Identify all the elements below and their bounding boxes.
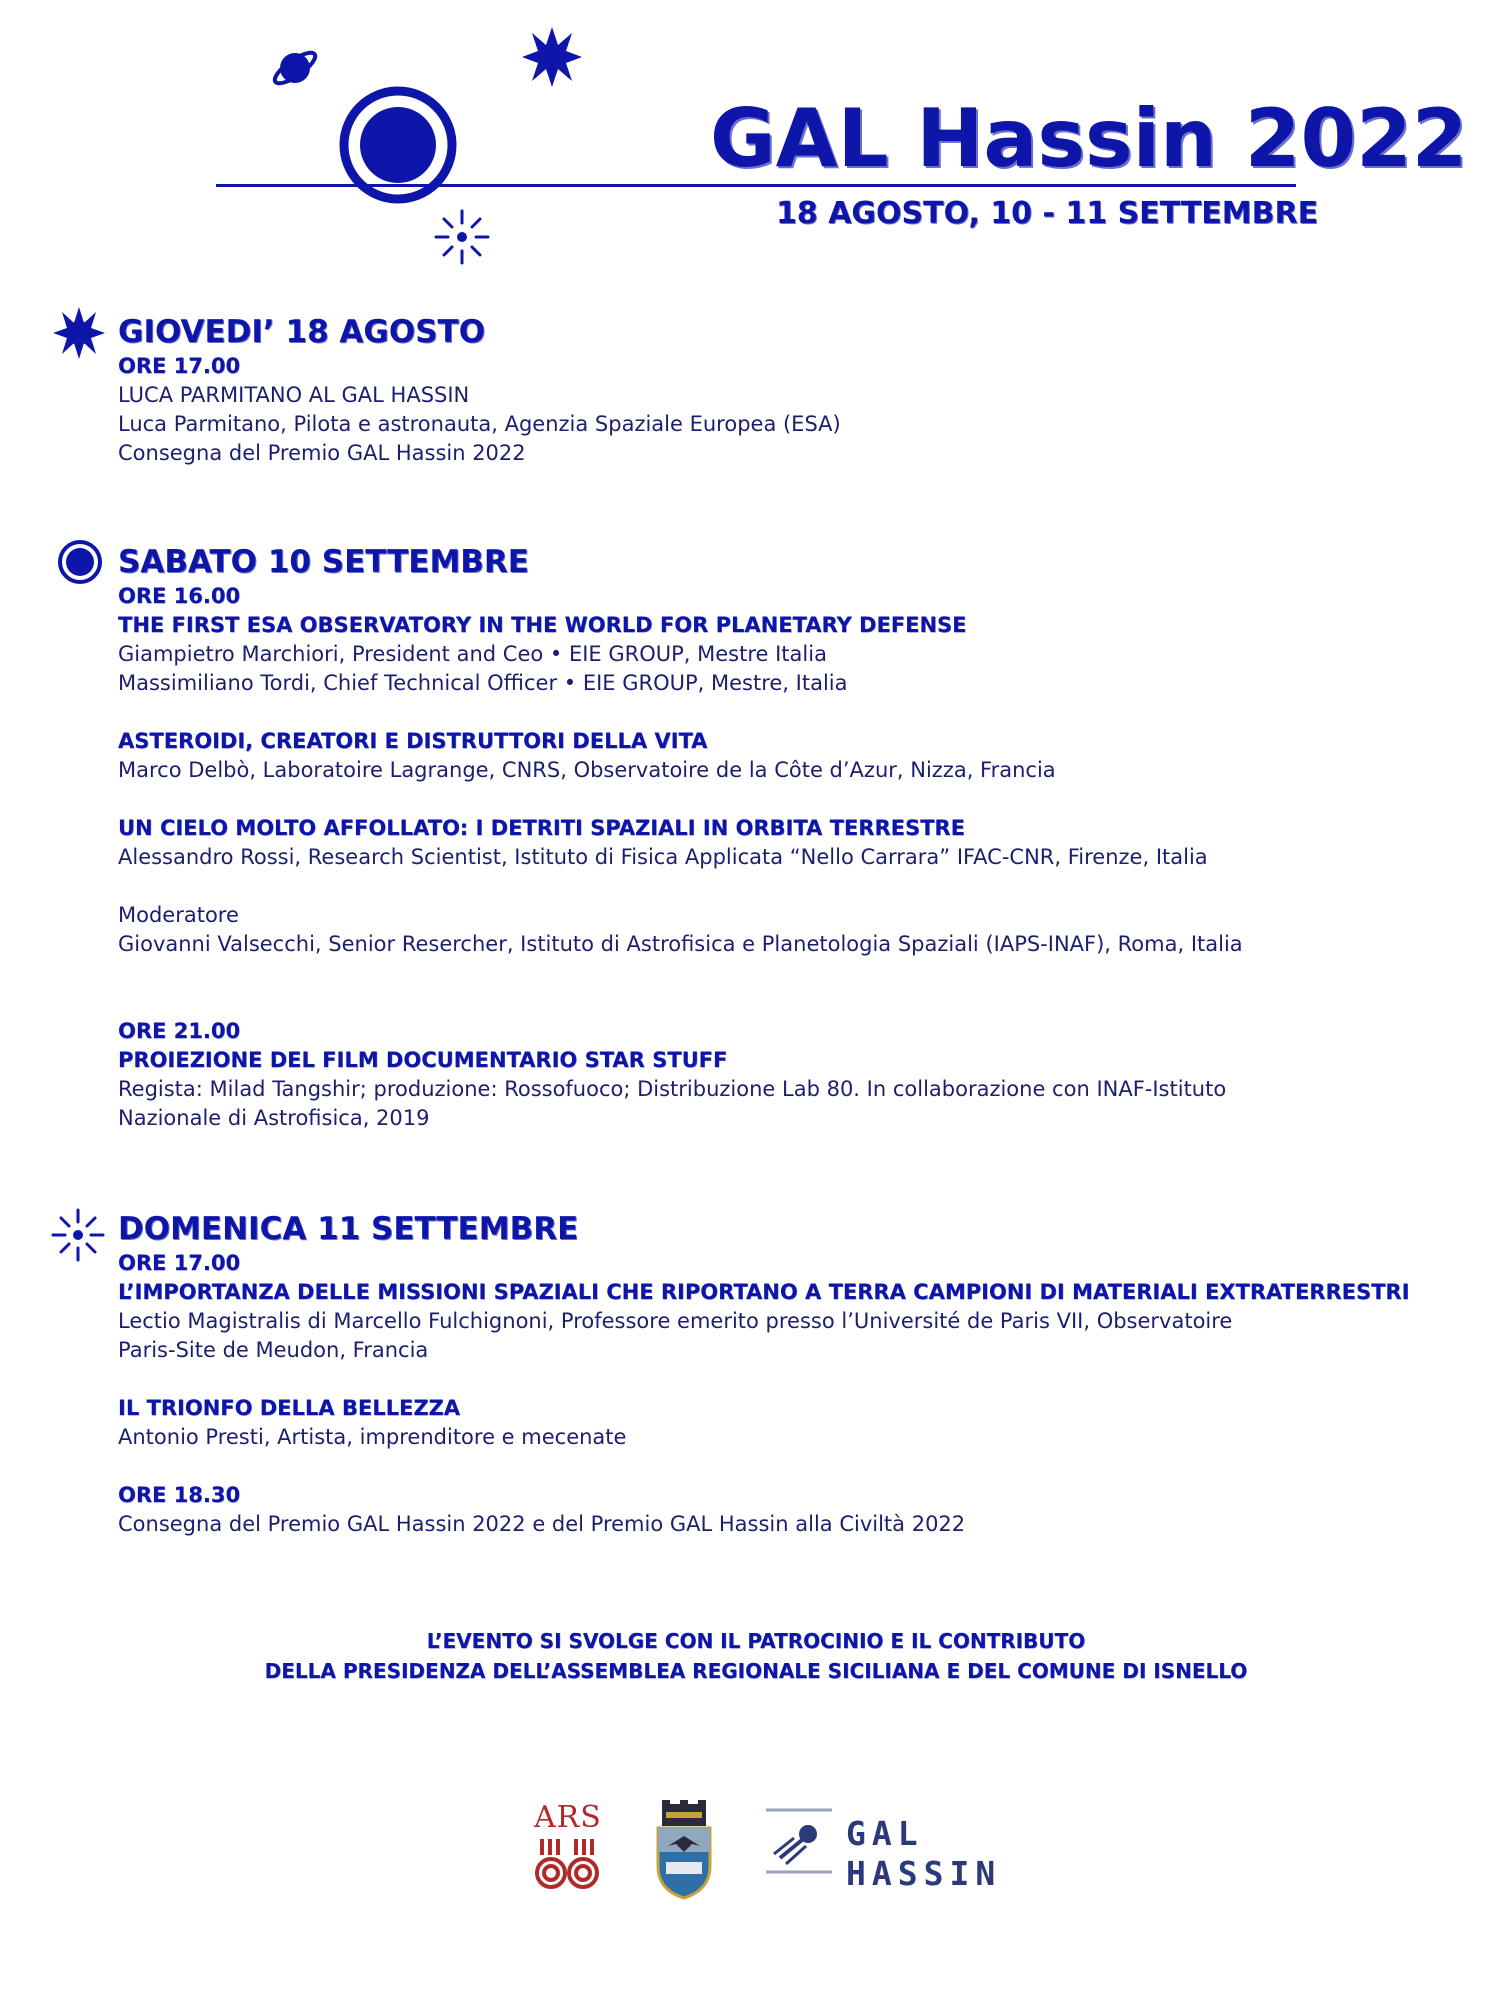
program-detail: Massimiliano Tordi, Chief Technical Officer • EIE GROUP, Mestre, Italia bbox=[118, 671, 848, 695]
program-detail: Marco Delbò, Laboratoire Lagrange, CNRS, Observatoire de la Côte d’Azur, Nizza, Francia bbox=[118, 758, 1056, 782]
spacer bbox=[118, 698, 1418, 727]
patronage-line-2: DELLA PRESIDENZA DELL’ASSEMBLEA REGIONALE SICILIANA E DEL COMUNE DI ISNELLO bbox=[264, 1659, 1248, 1683]
section-sunday bbox=[118, 1209, 1418, 1539]
patronage-note bbox=[0, 1626, 1512, 1686]
ars-logo-text: ARS bbox=[534, 1800, 602, 1835]
program-detail: Moderatore bbox=[118, 903, 239, 927]
gal-hassin-logo-text bbox=[846, 1814, 1001, 1894]
program-heading: ORE 17.00 bbox=[118, 1251, 241, 1275]
program-detail: Regista: Milad Tangshir; produzione: Rossofuoco; Distribuzione Lab 80. In collaborazione con INAF-Istituto bbox=[118, 1077, 1227, 1101]
gal-logo-line-2: HASSIN bbox=[846, 1854, 1002, 1893]
day-heading: GIOVEDI’ 18 AGOSTO bbox=[118, 314, 486, 350]
gal-hassin-logo-icon bbox=[764, 1806, 834, 1876]
sparkle-icon bbox=[48, 1205, 108, 1265]
day-heading: SABATO 10 SETTEMBRE bbox=[118, 544, 529, 580]
program-heading: ASTEROIDI, CREATORI E DISTRUTTORI DELLA VITA bbox=[118, 729, 708, 753]
section-thursday bbox=[118, 312, 1418, 468]
program-detail: Nazionale di Astrofisica, 2019 bbox=[118, 1106, 430, 1130]
star-burst-icon bbox=[522, 27, 582, 87]
ars-logo bbox=[534, 1800, 604, 1897]
section-saturday bbox=[118, 542, 1418, 1133]
spacer bbox=[118, 959, 1418, 1017]
spacer bbox=[118, 785, 1418, 814]
star-burst-icon bbox=[52, 306, 106, 360]
spacer bbox=[118, 872, 1418, 901]
patronage-line-1: L’EVENTO SI SVOLGE CON IL PATROCINIO E IL CONTRIBUTO bbox=[426, 1629, 1086, 1653]
moon-icon bbox=[56, 538, 104, 586]
program-heading: THE FIRST ESA OBSERVATORY IN THE WORLD FOR PLANETARY DEFENSE bbox=[118, 613, 967, 637]
program-detail: Giampietro Marchiori, President and Ceo • EIE GROUP, Mestre Italia bbox=[118, 642, 827, 666]
program-heading: UN CIELO MOLTO AFFOLLATO: I DETRITI SPAZIALI IN ORBITA TERRESTRE bbox=[118, 816, 965, 840]
program-detail: Luca Parmitano, Pilota e astronauta, Agenzia Spaziale Europea (ESA) bbox=[118, 412, 841, 436]
program-heading: L’IMPORTANZA DELLE MISSIONI SPAZIALI CHE RIPORTANO A TERRA CAMPIONI DI MATERIALI EXTRATERRESTRI bbox=[118, 1280, 1410, 1304]
page-title: GAL Hassin 2022 bbox=[710, 92, 1468, 185]
program-detail: Alessandro Rossi, Research Scientist, Istituto di Fisica Applicata “Nello Carrara” IFAC-CNR, Firenze, Italia bbox=[118, 845, 1208, 869]
spacer bbox=[118, 1365, 1418, 1394]
gal-logo-line-1: GAL bbox=[846, 1814, 924, 1853]
sparkle-icon bbox=[436, 211, 488, 263]
planet-icon bbox=[271, 48, 319, 89]
event-dates: 18 AGOSTO, 10 - 11 SETTEMBRE bbox=[776, 196, 1319, 231]
program-detail: Antonio Presti, Artista, imprenditore e mecenate bbox=[118, 1425, 627, 1449]
program-heading: ORE 21.00 bbox=[118, 1019, 241, 1043]
program-detail: LUCA PARMITANO AL GAL HASSIN bbox=[118, 383, 470, 407]
program-heading: ORE 16.00 bbox=[118, 584, 241, 608]
program-detail: Lectio Magistralis di Marcello Fulchignoni, Professore emerito presso l’Université de Paris VII, Observatoire bbox=[118, 1309, 1233, 1333]
program-detail: Giovanni Valsecchi, Senior Resercher, Istituto di Astrofisica e Planetologia Spaziali (IAPS-INAF), Roma, Italia bbox=[118, 932, 1243, 956]
program-heading: PROIEZIONE DEL FILM DOCUMENTARIO STAR STUFF bbox=[118, 1048, 728, 1072]
program-detail: Consegna del Premio GAL Hassin 2022 e del Premio GAL Hassin alla Civiltà 2022 bbox=[118, 1512, 966, 1536]
program-heading: ORE 18.30 bbox=[118, 1483, 241, 1507]
spacer bbox=[118, 1452, 1418, 1481]
program-detail: Consegna del Premio GAL Hassin 2022 bbox=[118, 441, 526, 465]
program-heading: ORE 17.00 bbox=[118, 354, 241, 378]
program-heading: IL TRIONFO DELLA BELLEZZA bbox=[118, 1396, 461, 1420]
program-detail: Paris-Site de Meudon, Francia bbox=[118, 1338, 429, 1362]
isnello-crest-icon bbox=[654, 1800, 714, 1900]
moon-icon bbox=[344, 91, 452, 199]
ars-emblem-icon bbox=[534, 1835, 600, 1893]
day-heading: DOMENICA 11 SETTEMBRE bbox=[118, 1211, 579, 1247]
